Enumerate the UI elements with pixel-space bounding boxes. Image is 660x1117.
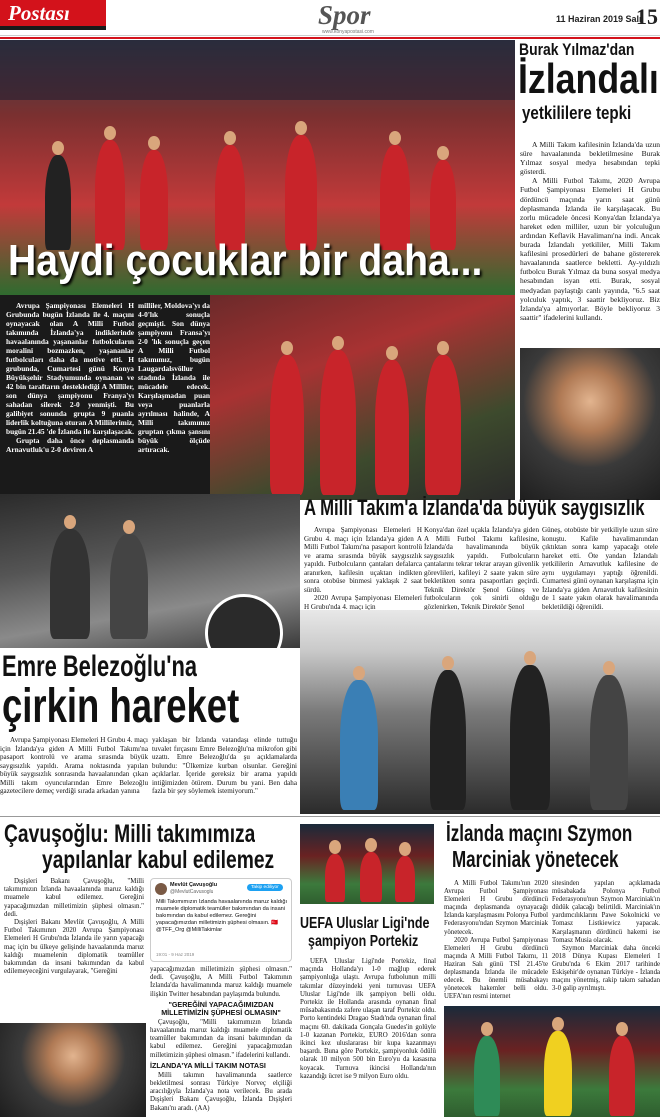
szymon-col1: A Milli Futbol Takımı'nın 2020 Avrupa Futbol Şampiyonası Elemeleri H Grubu dördüncü maçında deplasmanda oynayacağı İzlanda karşılaşmasını Polonya Futbol Federasyonu'ndan Szymon Marciniak yönetecek. 2020 Avrupa Futbol Şampiyonası Elemeleri H Grubu dördüncü maçında A Milli Futbol Takımı, 11 Haziran Salı günü TSİ 21.45'te deplasmanda İzlanda ile mücadele edecek. Bu önemli müsabakayı yönetecek hakemler belli oldu. UEFA'nın resmi internet bbox=[444, 880, 548, 1001]
cavusoglu-headline-2: yapılanlar kabul edilemez bbox=[42, 846, 275, 874]
logo-text: Postası bbox=[8, 1, 70, 25]
szymon-col2: sitesinden yapılan açıklamada müsabakada Polonya Futbol Federasyonu'nun Szymon Marciniak'ın düdük çalacağı belirtildi. Marciniak'ın yardımcılıklarını Pawe Sokolnicki ve Tomasz Listkiewicz yapacak. Karşılaşmanın dördüncü hakemi ise Tomasz Musia olacak. Szymon Marciniak daha önceki 2018 Dünya Kupası Elemeleri I Grubu'nda 6 Ekim 2017 tarihinde Eskişehir'de oynanan Türkiye - İzlanda maçını yönetmiş, rakip takım sahadan 3-0 galip ayrılmıştı. bbox=[552, 880, 660, 993]
tweet-time: 19:01 - 9 Haz 2019 bbox=[156, 952, 195, 957]
burak-headline-3: yetkililere tepki bbox=[522, 103, 632, 123]
main-story bbox=[0, 40, 515, 500]
logo[interactable] bbox=[0, 0, 106, 26]
emre-press-photo bbox=[0, 494, 300, 648]
players-hug-photo bbox=[210, 295, 515, 500]
portugal-celebration-photo bbox=[300, 824, 434, 904]
uefa-body: UEFA Uluslar Ligi'nde Portekiz, final maçında Hollanda'yı 1-0 mağlup ederek şampiyonluğa ulaştı. Avrupa futbolunun milli takımlar düzeyindeki yeni turnuvası UEFA Uluslar Ligi'nde ilk şampiyon belli oldu. Portekiz ile Hollanda arasında oynanan final müsabakasında zafere ulaşan taraf Portekiz oldu. Porto kentindeki Dragao Stadı'nda oynanan final maçını 60. dakikada Gonçala Guedes'in golüyle 1-0 kazanan Portekiz, EURO 2016'dan sonra ikinci kez uluslararası bir kupa kazanmayı başardı. Buna göre Portekiz, şampiyonluk ödülü olarak 10 milyon 500 bin Euro'yu da kasasına koyacak. Turnuva ikincisi Hollanda'nın kazandığı ücret ise 9 milyon Euro oldu. bbox=[300, 958, 436, 1080]
main-body-left: Avrupa Şampiyonası Elemeleri H Grubunda bugün İzlanda ile 4. maçını oynayacak olan A Milli Futbol takımında İzlanda'ya indiklerinde havaalanında yaşananlar futbolcuların moralini bozmazken, yaşananlar futbolcuları daha da motive etti. H grubunda, Cumartesi günü Konya Büyükşehir Stadyumunda oynanan ve 42 bin taraftarın desteklediği A Milliler, son dünya şampiyonu Franya'yı sahadan silerek 2-0 yenmişti. Bu galibiyet sonunda grupta 9 puanla liderlik koltuğuna oturan A Millilerimiz, bugün 21.45 'de İzlanda ile karşılaşacak. Grupta daha önce deplasmanda Arnavutluk'u 2-0 deviren A bbox=[6, 301, 134, 454]
cavusoglu-body-left: Dışişleri Bakanı Çavuşoğlu, "Milli takımımızın İzlanda havaalanında maruz kaldığı muamele kabul edilemez. Gereğini yapacağımızdan milletimizin şüphesi olmasın." dedi. Dışişleri Bakanı Mevlüt Çavuşoğlu, A Milli Futbol Takımının 2020 Avrupa Şampiyonası Elemeleri H Grubu'nda İzlanda ile yarın yapacağı maç için bu ülkeye gelişinde havaalanında maruz kaldığı muamelenin diplomatik teamüller bakımından da insani bakımından da kabul edilemeyeceğini vurgulayarak, "Gereğini bbox=[4, 878, 144, 976]
masthead-rule bbox=[0, 37, 660, 39]
emre-headline-1: Emre Belezoğlu'na bbox=[2, 650, 198, 683]
cavusoglu-body-right: yapacağımızdan milletimizin şüphesi olmasın." dedi. Çavuşoğlu, A Milli Futbol Takımının İzlanda'da havalimanında maruz kaldığı muamele ilişkin Twitter hesabından paylaşımda bulundu. "GEREĞİNİ YAPACAĞIMIZDAN MİLLETİMİZİN ŞÜPHESİ OLMASIN" Çavuşoğlu, "Milli takımımızın İzlanda havaalanında maruz kaldığı muamele diplomatik teamüller bakımından da insani bakımından da kabul edilemez. Gereğini yapacağımızdan milletimizin şüphesi olmasın." ifadelerini kullandı. İZLANDA'YA MİLLİ TAKIM NOTASI Milli takımın havalimanında saatlerce bekletilmesi sonrası Türkiye Norveç elçiliği aracılığıyla İzlanda'ya nota verilecek. Bu arada Dışişleri Bakanı Çavuşoğlu, İzlanda Dışişleri Bakanı'nı aradı. (AA) bbox=[150, 966, 292, 1112]
cavusoglu-story bbox=[0, 818, 296, 1117]
referee-photo bbox=[444, 1006, 660, 1117]
cavusoglu-headline-1: Çavuşoğlu: Milli takımımıza bbox=[4, 820, 256, 848]
section-title: Spor bbox=[318, 0, 371, 30]
emre-story bbox=[0, 644, 300, 814]
airport-crowd-photo bbox=[300, 610, 660, 814]
burak-body: A Milli Takım kafilesinin İzlanda'da uzun süre havaalanında bekletilmesine Burak Yılmaz sosyal medya hesabından tepki gösterdi. A Milli Futbol Takımı, 2020 Avrupa Futbol Şampiyonası Elemeleri H Grubu dördüncü maçında yarın saat günü deplasmanda İzlanda ile karşılaşacak. Bu zorlu mücadele öncesi Konya'dan İzlanda'ya hareket eden milliler, uzun bir yolculuğun ardından Keflavik Havalimanı'na indi. Ancak burada İzlandalı yetkililer, Milli Takım kafilesini prosedürleri de bahane göstererek havaalanında saatlerce bekletti. Ay-yıldızlı futbolcu Burak Yılmaz da buna sosyal medya hesabından isyan etti. Burak, sosyal medyadan paylaştığı canlı yayında, "6.5 saat yolculuk yaptık, 3 saattir bekliyoruz. Biz İzlanda'ya almıyorlar. Böyle bekliyoruz 3 saattir" ifadelerini kullandı. bbox=[520, 140, 660, 322]
tweet-text: Milli Takımımızın İzlanda havaalanında maruz kaldığı muamele diplomatik teamüller bakımından da insani bakımından da kabul edilemez. Gereğini yapacağımızdan milletimizin şüphesi olmasın. 🇹🇷 @TFF_Org @MilliTakimlar bbox=[156, 899, 288, 933]
burak-headline-2: İzlandalı bbox=[518, 56, 659, 102]
uefa-headline-1: UEFA Uluslar Ligi'nde bbox=[300, 915, 430, 932]
emre-body-left: Avrupa Şampiyonası Elemeleri H Grubu 4. maçı için İzlanda'ya giden A Milli Futbol Takımı'na pasaport kontrolü ve arama sırasında büyük saygısızlık yapıldı. Arama noktasında yapılan büyük saygısızlık sonrasında havaalanından çıkan Milli takım oyuncularından Emre Belezoğlu gazetecilere demeç verdiği sırada arkadan yanına bbox=[0, 736, 148, 795]
tweet-avatar bbox=[155, 883, 167, 895]
emre-headline-2: çirkin hareket bbox=[2, 680, 240, 733]
szymon-headline-1: İzlanda maçını Szymon bbox=[446, 820, 633, 846]
saygisizlik-headline: A Milli Takım'a İzlanda'da büyük saygısızlık bbox=[304, 495, 645, 520]
logo-underline bbox=[0, 26, 106, 30]
saygisizlik-col1: Avrupa Şampiyonası Elemeleri H Grubu 4. maçı için İzlanda'ya giden A Milli Futbol Takımı'na pasaport kontrolü ve arama sırasında büyük saygısızlık yapıldı. Futbolcuların çantaları defalarca aranırken, kafilesin uçaktan indikten sonra otobüse binmesi yaklaşık 2 saat sürdü. 2020 Avrupa Şampiyonası Elemeleri H Grubu'nda 4. maçı için bbox=[304, 526, 422, 611]
section-divider bbox=[0, 816, 660, 817]
saygisizlik-col3: Güneş, otobüste bir yetkiliyle uzun süre konuştu. Kafile havalimanından çıktıktan sonra kamp yapacağı otele hareket etti. Öte yandan İzlandalı yetkililerin Arnavutluk kafilesine de aynı uygulamayı yaptığı öğrenildi. Cumartesi günü oynanan karşılaşma için İzlanda'ya giden Arnavutluk kafilesinin de 1 saate yakın olarak havalimanında bekletildiği öğrenildi. bbox=[542, 526, 658, 611]
uefa-story bbox=[298, 818, 440, 1117]
tweet-card[interactable] bbox=[150, 878, 292, 962]
szymon-headline-2: Marciniak yönetecek bbox=[452, 846, 619, 872]
uefa-headline-2: şampiyon Portekiz bbox=[308, 933, 419, 950]
cavusoglu-portrait-photo bbox=[0, 1023, 146, 1117]
main-body-right: milliler, Moldova'yı da 4-0'lık sonuçla geçmişti. Son dünya şampiyonu Fransa'yı 2-0 'lık sonuçla geçen A Milli Futbol takımımız, bugün Laugardalsvöllur stadında İzlanda ile mücadele edecek. Karşılaşmadan puan veya puanlarla ayrılması halinde, A Milli takımımız gruptan çıkma şansını büyük ölçüde artıracak. bbox=[138, 301, 210, 454]
main-headline-text: Haydi çocuklar bir daha... bbox=[8, 236, 483, 285]
cavusoglu-subhead-1: "GEREĞİNİ YAPACAĞIMIZDAN MİLLETİMİZİN ŞÜPHESİ OLMASIN" bbox=[161, 999, 281, 1017]
saygisizlik-col2: Konya'dan özel uçakla İzlanda'ya giden A Milli Futbol Takımı kafilesine, İzlanda'da havalimanında büyük saygısızlık yapıldı. Futbolcuların çantalarını tekrar tekrar arayan güvenlik görevlileri, kafileyi 2 saate yakın süre bekletikten sonra pasaportları geçirdi. Teknik Direktör Şenol Güneş ve futbolcuların çok sinirli olduğu gözlenirken, Teknik Direktör Şenol bbox=[424, 526, 539, 611]
emre-body-right: yaklaşan bir İzlanda vatandaşı elinde tuttuğu tuvalet fırçasını Emre Belezoğlu'na mikrofon gibi uzattı. Emre Belezoğlu'da şu açıklamalarda bulundu: "Ülkemize kurban olsunlar. Gereğini açıklarlar. İçeride gereksiz bir arama yapıldı intiğimizden ötürem. Durum bu yani. Ben daha fazla bir şey söylemek istemiyorum." bbox=[152, 736, 297, 795]
cavusoglu-subhead-2: İZLANDA'YA MİLLİ TAKIM NOTASI bbox=[150, 1060, 266, 1070]
burak-headline-1: Burak Yılmaz'dan bbox=[519, 40, 635, 59]
burak-story bbox=[516, 40, 660, 500]
main-headline bbox=[8, 236, 513, 296]
burak-portrait-photo bbox=[520, 348, 660, 500]
tweet-name: Mevlüt Çavuşoğlu bbox=[170, 882, 218, 888]
issue-date: 11 Haziran 2019 Salı bbox=[556, 14, 642, 24]
tweet-follow-button[interactable]: Takip ediliyor bbox=[247, 884, 283, 891]
tweet-handle: @MevlutCavusoglu bbox=[170, 889, 214, 895]
page-number: 15 bbox=[636, 4, 658, 29]
szymon-story bbox=[442, 818, 660, 1117]
website: www.konyapostasi.com bbox=[322, 29, 374, 35]
toilet-brush-inset bbox=[205, 594, 283, 648]
masthead bbox=[0, 0, 660, 36]
